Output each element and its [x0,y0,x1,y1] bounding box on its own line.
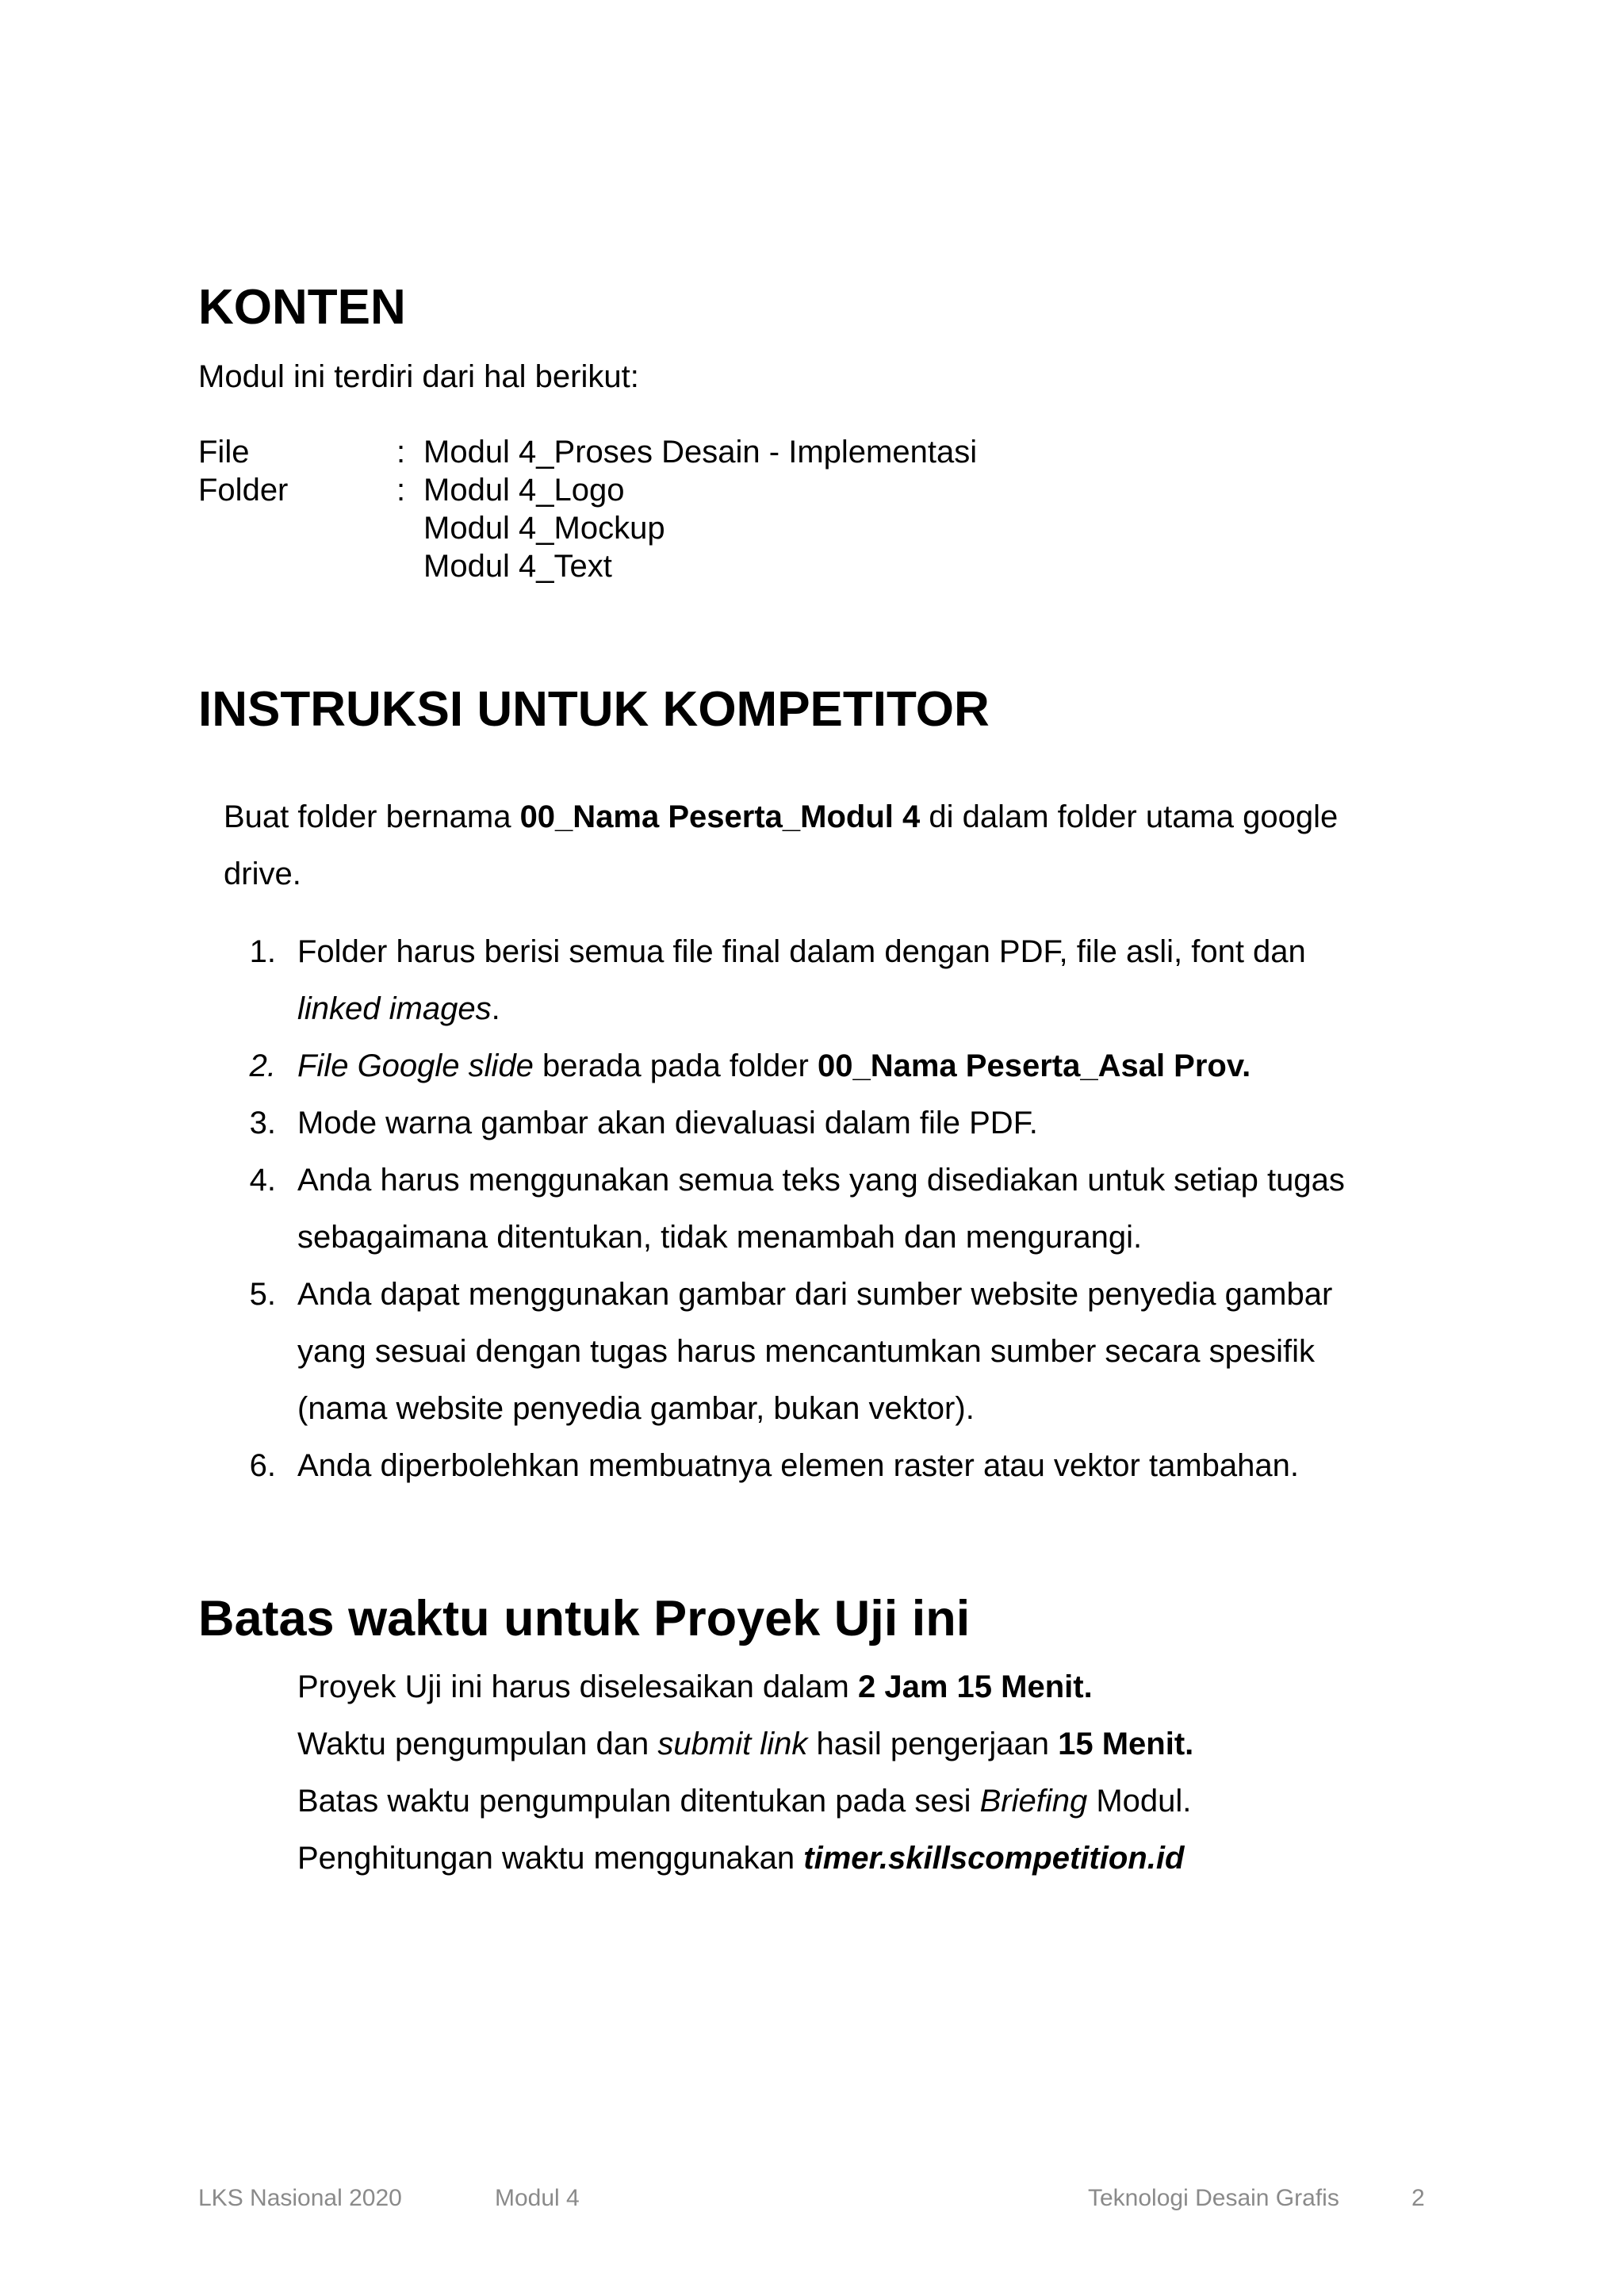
duration-value: 2 Jam 15 Menit. [858,1669,1093,1704]
list-item-text: Anda harus menggunakan semua teks yang disediakan untuk setiap tugas [297,1163,1345,1198]
folder-separator: : [396,473,406,508]
list-number: 3. [249,1106,276,1140]
list-number: 4. [249,1163,276,1198]
list-item-text: Anda diperbolehkan membuatnya elemen raster atau vektor tambahan. [297,1448,1299,1483]
list-item-text: Anda dapat menggunakan gambar dari sumber website penyedia gambar [297,1277,1333,1312]
intro-text-post: di dalam folder utama google [920,799,1339,834]
briefing-text-post: Modul. [1087,1784,1192,1819]
list-number: 5. [249,1277,276,1312]
folder-name-prov: 00_Nama Peserta_Asal Prov. [817,1048,1251,1083]
submit-text-pre: Waktu pengumpulan dan [297,1727,658,1761]
submit-link-text: submit link [657,1727,808,1761]
batas-line-submit [297,1728,1193,1760]
footer-subject: Teknologi Desain Grafis [1088,2185,1339,2211]
intro-folder-name: 00_Nama Peserta_Modul 4 [519,799,921,834]
briefing-text-pre: Batas waktu pengumpulan ditentukan pada sesi [297,1784,980,1819]
list-item-punct: . [491,991,500,1026]
list-number: 2. [249,1048,276,1083]
duration-text: Proyek Uji ini harus diselesaikan dalam [297,1669,858,1704]
list-number: 1. [249,934,276,969]
submit-text-mid: hasil pengerjaan [807,1727,1059,1761]
batas-heading: Batas waktu untuk Proyek Uji ini [198,1591,971,1646]
konten-intro: Modul ini terdiri dari hal berikut: [198,359,639,394]
footer-event: LKS Nasional 2020 [198,2185,402,2211]
folder-value-logo: Modul 4_Logo [423,473,625,508]
google-slide-text: File Google slide [297,1048,534,1083]
submit-duration-value: 15 Menit. [1058,1727,1194,1761]
list-item-text-cont: (nama website penyedia gambar, bukan vektor). [297,1391,975,1426]
folder-value-text: Modul 4_Text [423,549,612,584]
batas-line-timer [297,1842,1184,1874]
list-item-text: Mode warna gambar akan dievaluasi dalam file PDF. [297,1106,1038,1140]
list-item-text-cont [297,993,500,1025]
list-item-text [297,1050,1251,1082]
file-value: Modul 4_Proses Desain - Implementasi [423,435,978,470]
instruksi-intro [224,801,1338,833]
instruksi-heading: INSTRUKSI UNTUK KOMPETITOR [198,682,990,737]
file-separator: : [396,435,406,470]
batas-line-duration [297,1671,1093,1703]
folder-label: Folder [198,473,289,508]
konten-heading: KONTEN [198,280,406,335]
linked-images-text: linked images [297,991,492,1026]
list-item-mid: berada pada folder [533,1048,818,1083]
footer-module: Modul 4 [495,2185,580,2211]
list-item-text-cont: yang sesuai dengan tugas harus mencantumkan sumber secara spesifik [297,1334,1315,1369]
briefing-word: Briefing [979,1784,1088,1819]
instruksi-intro-line2: drive. [224,857,301,891]
list-item-text-cont: sebagaimana ditentukan, tidak menambah dan mengurangi. [297,1220,1143,1255]
timer-text-pre: Penghitungan waktu menggunakan [297,1841,804,1876]
footer-page-number: 2 [1411,2185,1425,2211]
batas-line-briefing [297,1785,1191,1817]
list-number: 6. [249,1448,276,1483]
file-label: File [198,435,250,470]
intro-text-pre: Buat folder bernama [224,799,520,834]
timer-url: timer.skillscompetition.id [803,1841,1185,1876]
folder-value-mockup: Modul 4_Mockup [423,511,665,546]
list-item-text: Folder harus berisi semua file final dalam dengan PDF, file asli, font dan [297,934,1306,969]
